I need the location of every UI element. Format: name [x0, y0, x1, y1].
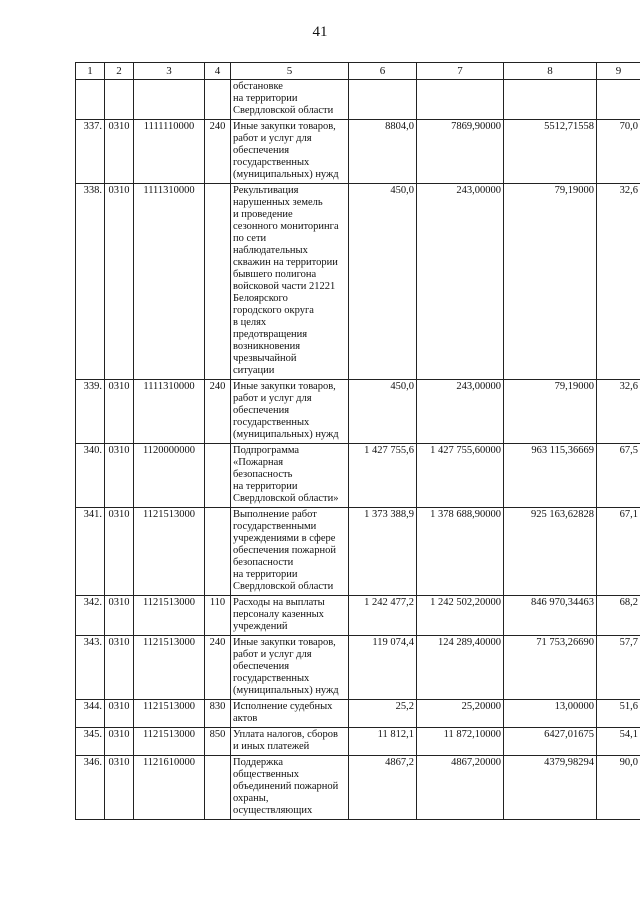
execution-percent: 67,5	[597, 444, 640, 508]
item-name: Расходы на выплаты персоналу казенных учреждений	[231, 596, 349, 636]
plan-amount: 1 427 755,6	[349, 444, 417, 508]
item-name: Выполнение работ государственными учреждениями в сфере обеспечения пожарной безопасности на территории Свердловской области	[231, 508, 349, 596]
target-article-code: 1121610000	[134, 756, 205, 820]
section-code: 0310	[105, 444, 134, 508]
item-name: Исполнение судебных актов	[231, 700, 349, 728]
refined-amount: 243,00000	[417, 380, 504, 444]
execution-percent: 68,2	[597, 596, 640, 636]
expense-type-code	[205, 80, 231, 120]
target-article-code: 1111310000	[134, 184, 205, 380]
section-code: 0310	[105, 700, 134, 728]
table-row	[76, 756, 640, 820]
row-number	[76, 80, 105, 120]
expense-type-code	[205, 756, 231, 820]
budget-table	[75, 62, 640, 820]
plan-amount: 8804,0	[349, 120, 417, 184]
table-row	[76, 444, 640, 508]
column-header: 5	[231, 63, 349, 80]
table-body	[76, 80, 640, 820]
execution-percent: 67,1	[597, 508, 640, 596]
column-header: 2	[105, 63, 134, 80]
section-code: 0310	[105, 756, 134, 820]
row-number: 341.	[76, 508, 105, 596]
target-article-code: 1121513000	[134, 728, 205, 756]
section-code	[105, 80, 134, 120]
plan-amount: 1 373 388,9	[349, 508, 417, 596]
executed-amount: 846 970,34463	[504, 596, 597, 636]
row-number: 345.	[76, 728, 105, 756]
column-header: 7	[417, 63, 504, 80]
expense-type-code: 240	[205, 636, 231, 700]
executed-amount: 71 753,26690	[504, 636, 597, 700]
refined-amount: 4867,20000	[417, 756, 504, 820]
expense-type-code	[205, 508, 231, 596]
executed-amount: 13,00000	[504, 700, 597, 728]
execution-percent: 32,6	[597, 184, 640, 380]
plan-amount: 450,0	[349, 184, 417, 380]
table-row	[76, 120, 640, 184]
item-name: обстановке на территории Свердловской области	[231, 80, 349, 120]
target-article-code	[134, 80, 205, 120]
plan-amount: 450,0	[349, 380, 417, 444]
refined-amount: 124 289,40000	[417, 636, 504, 700]
expense-type-code: 240	[205, 380, 231, 444]
executed-amount	[504, 80, 597, 120]
item-name: Уплата налогов, сборов и иных платежей	[231, 728, 349, 756]
row-number: 343.	[76, 636, 105, 700]
column-header: 4	[205, 63, 231, 80]
table-row	[76, 700, 640, 728]
table-row	[76, 596, 640, 636]
executed-amount: 925 163,62828	[504, 508, 597, 596]
row-number: 342.	[76, 596, 105, 636]
target-article-code: 1121513000	[134, 596, 205, 636]
section-code: 0310	[105, 120, 134, 184]
target-article-code: 1121513000	[134, 636, 205, 700]
expense-type-code	[205, 184, 231, 380]
row-number: 346.	[76, 756, 105, 820]
expense-type-code	[205, 444, 231, 508]
section-code: 0310	[105, 728, 134, 756]
item-name: Рекультивация нарушенных земель и проведение сезонного мониторинга по сети наблюдательных скважин на территории бывшего полигона войсковой части 21221 Белоярского городского округа в целях предотвращения возникновения чрезвычайной ситуации	[231, 184, 349, 380]
plan-amount: 119 074,4	[349, 636, 417, 700]
table-row	[76, 380, 640, 444]
refined-amount	[417, 80, 504, 120]
item-name: Поддержка общественных объединений пожарной охраны, осуществляющих	[231, 756, 349, 820]
refined-amount: 25,20000	[417, 700, 504, 728]
executed-amount: 79,19000	[504, 184, 597, 380]
executed-amount: 6427,01675	[504, 728, 597, 756]
executed-amount: 5512,71558	[504, 120, 597, 184]
plan-amount: 4867,2	[349, 756, 417, 820]
refined-amount: 1 242 502,20000	[417, 596, 504, 636]
expense-type-code: 240	[205, 120, 231, 184]
table-row	[76, 508, 640, 596]
column-header: 3	[134, 63, 205, 80]
table-row	[76, 728, 640, 756]
execution-percent: 54,1	[597, 728, 640, 756]
page-number: 41	[312, 24, 328, 40]
target-article-code: 1111110000	[134, 120, 205, 184]
item-name: Подпрограмма «Пожарная безопасность на территории Свердловской области»	[231, 444, 349, 508]
column-header: 8	[504, 63, 597, 80]
table-row	[76, 636, 640, 700]
section-code: 0310	[105, 184, 134, 380]
plan-amount: 1 242 477,2	[349, 596, 417, 636]
plan-amount	[349, 80, 417, 120]
execution-percent: 57,7	[597, 636, 640, 700]
executed-amount: 963 115,36669	[504, 444, 597, 508]
executed-amount: 4379,98294	[504, 756, 597, 820]
target-article-code: 1111310000	[134, 380, 205, 444]
expense-type-code: 830	[205, 700, 231, 728]
table-row	[76, 80, 640, 120]
table-header-row	[76, 63, 640, 80]
refined-amount: 1 427 755,60000	[417, 444, 504, 508]
expense-type-code: 110	[205, 596, 231, 636]
target-article-code: 1120000000	[134, 444, 205, 508]
refined-amount: 11 872,10000	[417, 728, 504, 756]
section-code: 0310	[105, 636, 134, 700]
execution-percent: 32,6	[597, 380, 640, 444]
execution-percent	[597, 80, 640, 120]
refined-amount: 1 378 688,90000	[417, 508, 504, 596]
section-code: 0310	[105, 508, 134, 596]
target-article-code: 1121513000	[134, 700, 205, 728]
column-header: 6	[349, 63, 417, 80]
table-row	[76, 184, 640, 380]
refined-amount: 7869,90000	[417, 120, 504, 184]
row-number: 339.	[76, 380, 105, 444]
item-name: Иные закупки товаров, работ и услуг для обеспечения государственных (муниципальных) нужд	[231, 636, 349, 700]
execution-percent: 70,0	[597, 120, 640, 184]
column-header: 1	[76, 63, 105, 80]
row-number: 337.	[76, 120, 105, 184]
section-code: 0310	[105, 596, 134, 636]
plan-amount: 25,2	[349, 700, 417, 728]
target-article-code: 1121513000	[134, 508, 205, 596]
row-number: 340.	[76, 444, 105, 508]
column-header: 9	[597, 63, 640, 80]
executed-amount: 79,19000	[504, 380, 597, 444]
item-name: Иные закупки товаров, работ и услуг для обеспечения государственных (муниципальных) нужд	[231, 120, 349, 184]
row-number: 344.	[76, 700, 105, 728]
section-code: 0310	[105, 380, 134, 444]
item-name: Иные закупки товаров, работ и услуг для обеспечения государственных (муниципальных) нужд	[231, 380, 349, 444]
plan-amount: 11 812,1	[349, 728, 417, 756]
expense-type-code: 850	[205, 728, 231, 756]
execution-percent: 90,0	[597, 756, 640, 820]
refined-amount: 243,00000	[417, 184, 504, 380]
row-number: 338.	[76, 184, 105, 380]
execution-percent: 51,6	[597, 700, 640, 728]
